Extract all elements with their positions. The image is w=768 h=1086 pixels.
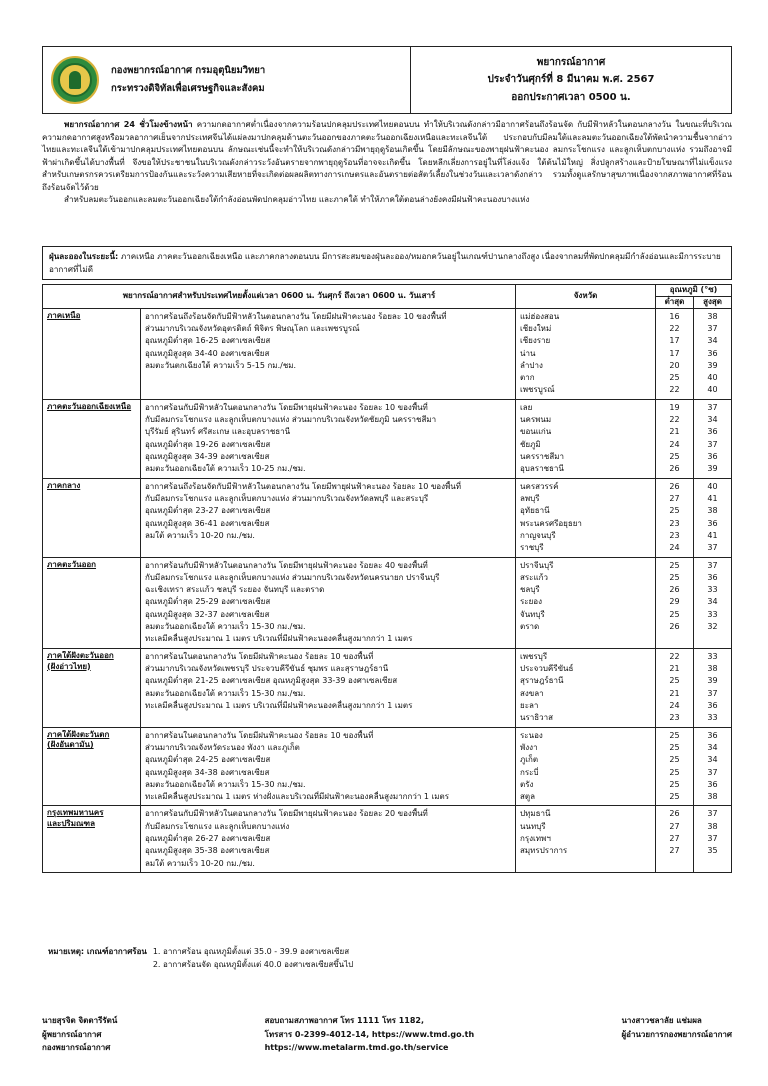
min-temp-list-line: 21 [669, 664, 680, 674]
min-temp-list-line: 27 [669, 493, 680, 503]
region-name-line: ภาคตะวันออก [47, 559, 97, 569]
region-name [43, 806, 141, 873]
max-temp-list-line: 36 [707, 518, 718, 528]
max-temp-list-line: 34 [707, 415, 718, 425]
min-temp-list-line: 24 [669, 700, 680, 710]
region-forecast-line: อุณหภูมิต่ำสุด 25-29 องศาเซลเซียส [145, 597, 271, 607]
region-forecast-line: กับมีลมกระโชกแรง และลูกเห็บตกบางแห่ง ส่วนมากบริเวณจังหวัดลพบุรี และสระบุรี [145, 493, 429, 503]
min-temp-list-line: 25 [669, 560, 680, 570]
region-forecast-line: อุณหภูมิต่ำสุด 24-25 องศาเซลเซียส [145, 755, 271, 765]
max-temp-list-line: 38 [707, 792, 718, 802]
note-item-very-hot: 2. อากาศร้อนจัด อุณหภูมิตั้งแต่ 40.0 องศาเซลเซียสขึ้นไป [152, 959, 354, 969]
min-temp-list-line: 22 [669, 323, 680, 333]
forecast-summary [42, 118, 732, 206]
region-name [43, 557, 141, 648]
min-temp-list-line: 25 [669, 755, 680, 765]
max-temp-list [694, 399, 732, 478]
max-temp-list-line: 34 [707, 755, 718, 765]
min-temp-list-line: 27 [669, 821, 680, 831]
province-list [516, 557, 656, 648]
province-list-line: นครพนม [520, 415, 552, 425]
max-temp-list-line: 37 [707, 439, 718, 449]
max-temp-list-line: 37 [707, 560, 718, 570]
min-temp-list-line: 26 [669, 464, 680, 474]
director-title: ผู้อำนวยการกองพยากรณ์อากาศ [621, 1029, 732, 1039]
max-temp-list-line: 37 [707, 767, 718, 777]
min-temp-list-line: 26 [669, 481, 680, 491]
region-forecast-line: อุณหภูมิต่ำสุด 26-27 องศาเซลเซียส [145, 834, 271, 844]
max-temp-list-line: 36 [707, 572, 718, 582]
org-line-2: กระทรวงดิจิทัลเพื่อเศรษฐกิจและสังคม [111, 83, 265, 94]
min-temp-list-line: 25 [669, 792, 680, 802]
region-name [43, 727, 141, 806]
min-temp-header: ต่ำสุด [656, 296, 694, 308]
region-name-line: ภาคเหนือ [47, 310, 81, 320]
min-temp-list-line: 22 [669, 651, 680, 661]
min-temp-list [656, 478, 694, 557]
min-temp-list-line: 24 [669, 439, 680, 449]
max-temp-list-line: 37 [707, 688, 718, 698]
max-temp-list-line: 37 [707, 543, 718, 553]
province-list [516, 308, 656, 399]
min-temp-list-line: 25 [669, 373, 680, 383]
region-name-line: ภาคกลาง [47, 480, 81, 490]
region-rows [43, 308, 732, 872]
max-temp-list-line: 39 [707, 360, 718, 370]
min-temp-list-line: 19 [669, 402, 680, 412]
region-forecast-line: อุณหภูมิสูงสุด 35-38 องศาเซลเซียส [145, 846, 270, 856]
min-temp-list-line: 20 [669, 360, 680, 370]
max-temp-list-line: 39 [707, 676, 718, 686]
region-name-line: ภาคใต้ฝั่งตะวันออก [47, 650, 114, 660]
province-list [516, 478, 656, 557]
max-temp-list-line: 38 [707, 664, 718, 674]
region-forecast-line: ส่วนมากบริเวณจังหวัดระนอง พังงา และภูเก็ต [145, 742, 300, 752]
max-temp-list [694, 806, 732, 873]
region-forecast-line: อากาศร้อนกับมีฟ้าหลัวในตอนกลางวัน โดยมีพายุฝนฟ้าคะนอง ร้อยละ 10 ของพื้นที่ [145, 402, 428, 412]
max-temp-list-line: 36 [707, 427, 718, 437]
province-list-line: เชียงราย [520, 336, 551, 346]
region-forecast [141, 308, 516, 399]
min-temp-list [656, 308, 694, 399]
max-temp-list-line: 34 [707, 597, 718, 607]
footer [42, 1014, 732, 1055]
max-temp-header: สูงสุด [694, 296, 732, 308]
forecast-date: ประจำวันศุกร์ที่ 8 มีนาคม พ.ศ. 2567 [487, 74, 655, 86]
province-list-line: นราธิวาส [520, 713, 554, 723]
province-list-line: ยะลา [520, 700, 539, 710]
min-temp-list-line: 17 [669, 336, 680, 346]
max-temp-list-line: 37 [707, 402, 718, 412]
table-row [43, 806, 732, 873]
region-forecast-line: ลมตะวันออกเฉียงใต้ ความเร็ว 10-25 กม./ชม. [145, 464, 306, 474]
max-temp-list-line: 36 [707, 779, 718, 789]
region-name [43, 308, 141, 399]
region-forecast-line: อากาศร้อนในตอนกลางวัน โดยมีฝนฟ้าคะนอง ร้อยละ 10 ของพื้นที่ [145, 730, 374, 740]
region-forecast-line: อุณหภูมิสูงสุด 34-39 องศาเซลเซียส [145, 452, 270, 462]
region-forecast-line: อากาศร้อนถึงร้อนจัดกับมีฟ้าหลัวในตอนกลางวัน โดยมีฝนฟ้าคะนอง ร้อยละ 10 ของพื้นที่ [145, 311, 447, 321]
region-forecast-line: ลมตะวันออกเฉียงใต้ ความเร็ว 15-30 กม./ชม. [145, 779, 306, 789]
province-list-line: อุทัยธานี [520, 506, 550, 516]
header-title-block [411, 47, 731, 113]
min-temp-list-line: 25 [669, 676, 680, 686]
province-list-line: นครราชสีมา [520, 452, 564, 462]
province-list-line: ลพบุรี [520, 493, 540, 503]
table-row [43, 648, 732, 727]
table-row [43, 399, 732, 478]
forecaster-title: ผู้พยากรณ์อากาศ [42, 1029, 102, 1039]
region-name-line: (ฝั่งอ่าวไทย) [47, 661, 91, 671]
province-list-line: ภูเก็ต [520, 755, 539, 765]
region-forecast-line: ส่วนมากบริเวณจังหวัดอุตรดิตถ์ พิจิตร พิษณุโลก และเพชรบูรณ์ [145, 323, 360, 333]
province-list-line: เพชรบูรณ์ [520, 385, 555, 395]
region-forecast-line: ลมใต้ ความเร็ว 10-20 กม./ชม. [145, 530, 255, 540]
table-row [43, 308, 732, 399]
max-temp-list-line: 41 [707, 530, 718, 540]
summary-paragraph [42, 118, 732, 193]
max-temp-list-line: 39 [707, 464, 718, 474]
region-forecast-line: กับมีลมกระโชกแรง และลูกเห็บตกบางแห่ง [145, 821, 290, 831]
province-list [516, 648, 656, 727]
max-temp-list-line: 38 [707, 506, 718, 516]
province-list-line: สมุทรปราการ [520, 846, 568, 856]
table-header: พยากรณ์อากาศสำหรับประเทศไทยตั้งแต่เวลา 0600 น. วันศุกร์ ถึงเวลา 0600 น. วันเสาร์ [43, 285, 516, 309]
province-list-line: เลย [520, 402, 533, 412]
region-forecast-line: อุณหภูมิต่ำสุด 16-25 องศาเซลเซียส [145, 336, 271, 346]
region-name [43, 648, 141, 727]
dust-text: ภาคเหนือ ภาคตะวันออกเฉียงเหนือ และภาคกลางตอนบน มีการสะสมของฝุ่นละออง/หมอกควันอยู่ในเกณฑ์ปานกลางถึงสูง เนื่องจากลมที่พัดปกคลุมมีกำลังอ่อนและมีการระบายอากาศที่ไม่ดี [49, 251, 721, 274]
contact-fax-web[interactable]: โทรสาร 0-2399-4012-14, https://www.tmd.go.th [264, 1029, 475, 1039]
province-list-line: สุราษฎร์ธานี [520, 676, 564, 686]
province-list-line: ปราจีนบุรี [520, 560, 554, 570]
header-organization [43, 47, 411, 113]
region-forecast [141, 648, 516, 727]
forecaster-name: นายสุรจิต จิตตารีรัตน์ [42, 1016, 118, 1025]
province-list-line: ขอนแก่น [520, 427, 552, 437]
min-temp-list-line: 23 [669, 530, 680, 540]
province-list-line: จันทบุรี [520, 609, 545, 619]
province-list [516, 727, 656, 806]
tmd-logo-icon [51, 56, 99, 104]
region-forecast-line: กับมีลมกระโชกแรง และลูกเห็บตกบางแห่ง ส่วนมากบริเวณจังหวัดชัยภูมิ นครราชสีมา [145, 415, 437, 425]
region-forecast-line: ลมตะวันออกเฉียงใต้ ความเร็ว 15-30 กม./ชม. [145, 688, 306, 698]
max-temp-list-line: 41 [707, 493, 718, 503]
table-row [43, 478, 732, 557]
min-temp-list-line: 25 [669, 730, 680, 740]
max-temp-list-line: 35 [707, 846, 718, 856]
province-list-line: นนทบุรี [520, 821, 546, 831]
min-temp-list-line: 26 [669, 809, 680, 819]
min-temp-list [656, 727, 694, 806]
region-forecast-line: ทะเลมีคลื่นสูงประมาณ 1 เมตร ห่างฝั่งและบริเวณที่มีฝนฟ้าคะนองคลื่นสูงมากกว่า 1 เมตร [145, 792, 450, 802]
province-list-line: เพชรบุรี [520, 651, 548, 661]
summary-text: ความกดอากาศต่ำเนื่องจากความร้อนปกคลุมประเทศไทยตอนบน ทำให้บริเวณดังกล่าวมีอากาศร้อนถึงร้อนจัด กับมีฟ้าหลัวในตอนกลางวัน ในขณะที่บริเวณความกดอากาศสูงหรือมวลอากาศเย็นจากประเทศจีนได้แผ่ลงมาปกคลุมด้านตะวันออกของภาคตะวันออกเฉียงเหนือและทะเลจีนใต้ ประกอบกับมีลมใต้และลมตะวันออกเฉียงใต้พัดนำความชื้นจากอ่าวไทยและทะเลจีนใต้เข้ามาปกคลุมประเทศไทยตอนบน ลักษณะเช่นนี้จะทำให้บริเวณดังกล่าวมีพายุฤดูร้อนเกิดขึ้น โดยมีลักษณะของพายุฝนฟ้าคะนอง ลมกระโชกแรง และลูกเห็บตกบางแห่ง รวมถึงอาจมีฟ้าผ่าเกิดขึ้นได้บางพื้นที่ จึงขอให้ประชาชนในบริเวณดังกล่าวระวังอันตรายจากพายุฤดูร้อนที่อาจจะเกิดขึ้น โดยหลีกเลี่ยงการอยู่ในที่โล่งแจ้ง ใต้ต้นไม้ใหญ่ สิ่งปลูกสร้างและป้ายโฆษณาที่ไม่แข็งแรง สำหรับเกษตรกรควรเตรียมการป้องกันและระวังความเสียหายที่จะเกิดต่อผลผลิตทางการเกษตรและอันตรายต่อสัตว์เลี้ยงในช่วงวันและเวลาดังกล่าว รวมทั้งดูแลรักษาสุขภาพเนื่องจากสภาพอากาศที่ร้อนถึงร้อนจัดไว้ด้วย [42, 119, 732, 192]
max-temp-list-line: 32 [707, 622, 718, 632]
temp-header: อุณหภูมิ (°ซ) [656, 285, 732, 297]
max-temp-list-line: 33 [707, 713, 718, 723]
min-temp-list-line: 26 [669, 622, 680, 632]
province-list-line: ระนอง [520, 730, 543, 740]
region-forecast [141, 478, 516, 557]
forecast-header [42, 46, 732, 114]
max-temp-list-line: 33 [707, 651, 718, 661]
region-forecast-line: อากาศร้อนในตอนกลางวัน โดยมีฝนฟ้าคะนอง ร้อยละ 10 ของพื้นที่ [145, 651, 374, 661]
region-forecast-line: ฉะเชิงเทรา สระแก้ว ชลบุรี ระยอง จันทบุรี และตราด [145, 585, 325, 595]
max-temp-list-line: 36 [707, 452, 718, 462]
province-list-line: สตูล [520, 792, 535, 802]
province-list-line: ประจวบคีรีขันธ์ [520, 664, 574, 674]
max-temp-list-line: 37 [707, 323, 718, 333]
region-forecast-line: อุณหภูมิต่ำสุด 21-25 องศาเซลเซียส อุณหภูมิสูงสุด 33-39 องศาเซลเซียส [145, 676, 398, 686]
region-forecast-line: ทะเลมีคลื่นสูงประมาณ 1 เมตร บริเวณที่มีฝนฟ้าคะนองคลื่นสูงมากกว่า 1 เมตร [145, 634, 413, 644]
province-list [516, 806, 656, 873]
region-forecast-line: อุณหภูมิต่ำสุด 23-27 องศาเซลเซียส [145, 506, 271, 516]
region-name-line: และปริมณฑล [47, 819, 95, 829]
summary-lead: พยากรณ์อากาศ 24 ชั่วโมงข้างหน้า [64, 119, 193, 129]
min-temp-list-line: 25 [669, 767, 680, 777]
min-temp-list-line: 29 [669, 597, 680, 607]
table-row [43, 557, 732, 648]
forecast-table [42, 284, 732, 873]
province-list-line: กาญจนบุรี [520, 530, 556, 540]
max-temp-list-line: 40 [707, 481, 718, 491]
min-temp-list [656, 399, 694, 478]
min-temp-list-line: 23 [669, 713, 680, 723]
province-list-line: น่าน [520, 348, 536, 358]
organization-name [111, 62, 265, 98]
region-forecast-line: ลมใต้ ความเร็ว 10-20 กม./ชม. [145, 858, 255, 868]
region-forecast-line: ทะเลมีคลื่นสูงประมาณ 1 เมตร บริเวณที่มีฝนฟ้าคะนองคลื่นสูงมากกว่า 1 เมตร [145, 700, 413, 710]
region-forecast-line: อุณหภูมิสูงสุด 32-37 องศาเซลเซียส [145, 609, 270, 619]
min-temp-list-line: 21 [669, 688, 680, 698]
issue-time: ออกประกาศเวลา 0500 น. [511, 91, 631, 103]
contact-phone: สอบถามสภาพอากาศ โทร 1111 โทร 1182, [264, 1016, 425, 1025]
director-signature [621, 1014, 732, 1055]
contact-info [265, 1014, 475, 1055]
region-forecast-line: อากาศร้อนถึงร้อนจัดกับมีฟ้าหลัวในตอนกลางวัน โดยมีพายุฝนฟ้าคะนอง ร้อยละ 10 ของพื้นที่ [145, 481, 462, 491]
province-list-line: แม่ฮ่องสอน [520, 311, 560, 321]
region-name-line: ภาคตะวันออกเฉียงเหนือ [47, 401, 132, 411]
max-temp-list-line: 33 [707, 585, 718, 595]
min-temp-list-line: 25 [669, 609, 680, 619]
min-temp-list-line: 24 [669, 543, 680, 553]
min-temp-list-line: 26 [669, 585, 680, 595]
region-forecast [141, 557, 516, 648]
max-temp-list-line: 34 [707, 336, 718, 346]
min-temp-list [656, 557, 694, 648]
forecaster-division: กองพยากรณ์อากาศ [42, 1043, 111, 1053]
province-list-line: สระแก้ว [520, 572, 548, 582]
min-temp-list-line: 25 [669, 452, 680, 462]
region-forecast-line: ลมตะวันตกเฉียงใต้ ความเร็ว 5-15 กม./ชม. [145, 360, 297, 370]
max-temp-list [694, 648, 732, 727]
province-list-line: กระบี่ [520, 767, 539, 777]
province-list-line: พระนครศรีอยุธยา [520, 518, 582, 528]
region-forecast-line: อากาศร้อนกับมีฟ้าหลัวในตอนกลางวัน โดยมีพายุฝนฟ้าคะนอง ร้อยละ 40 ของพื้นที่ [145, 560, 428, 570]
region-forecast-line: ลมตะวันออกเฉียงใต้ ความเร็ว 15-30 กม./ชม. [145, 622, 306, 632]
min-temp-list-line: 16 [669, 311, 680, 321]
max-temp-list [694, 557, 732, 648]
province-list-line: ชัยภูมิ [520, 439, 541, 449]
region-forecast-line: กับมีลมกระโชกแรง และลูกเห็บตกบางแห่ง ส่วนมากบริเวณจังหวัดนครนายก ปราจีนบุรี [145, 572, 440, 582]
max-temp-list [694, 478, 732, 557]
max-temp-list-line: 36 [707, 348, 718, 358]
province-list-line: นครสวรรค์ [520, 481, 559, 491]
province-list-line: ตราด [520, 622, 540, 632]
max-temp-list-line: 33 [707, 609, 718, 619]
min-temp-list-line: 27 [669, 846, 680, 856]
province-list-line: ชลบุรี [520, 585, 540, 595]
region-forecast-line: อุณหภูมิสูงสุด 34-38 องศาเซลเซียส [145, 767, 270, 777]
max-temp-list-line: 36 [707, 730, 718, 740]
max-temp-list-line: 38 [707, 821, 718, 831]
region-forecast [141, 806, 516, 873]
min-temp-list-line: 25 [669, 779, 680, 789]
max-temp-list-line: 38 [707, 311, 718, 321]
min-temp-list-line: 27 [669, 834, 680, 844]
max-temp-list-line: 37 [707, 834, 718, 844]
region-name [43, 478, 141, 557]
min-temp-list-line: 23 [669, 518, 680, 528]
org-line-1: กองพยากรณ์อากาศ กรมอุตุนิยมวิทยา [111, 64, 266, 76]
min-temp-list-line: 25 [669, 742, 680, 752]
province-list-line: ราชบุรี [520, 543, 544, 553]
min-temp-list [656, 806, 694, 873]
min-temp-list-line: 22 [669, 385, 680, 395]
min-temp-list-line: 25 [669, 506, 680, 516]
province-list-line: สงขลา [520, 688, 544, 698]
region-forecast-line: บุรีรัมย์ สุรินทร์ ศรีสะเกษ และอุบลราชธานี [145, 427, 291, 437]
province-list [516, 399, 656, 478]
table-row [43, 727, 732, 806]
region-name-line: ภาคใต้ฝั่งตะวันตก [47, 729, 110, 739]
max-temp-list-line: 37 [707, 809, 718, 819]
min-temp-list-line: 21 [669, 427, 680, 437]
director-name: นางสาวชลาลัย แช่มผล [621, 1016, 702, 1025]
region-forecast-line: อุณหภูมิต่ำสุด 19-26 องศาเซลเซียส [145, 439, 271, 449]
page-title: พยากรณ์อากาศ [536, 56, 606, 68]
province-list-line: เชียงใหม่ [520, 323, 552, 333]
region-name-line: (ฝั่งอันดามัน) [47, 740, 94, 750]
province-list-line: อุบลราชธานี [520, 464, 564, 474]
max-temp-list-line: 36 [707, 700, 718, 710]
max-temp-list [694, 727, 732, 806]
province-list-line: ตรัง [520, 779, 534, 789]
region-forecast-line: ส่วนมากบริเวณจังหวัดเพชรบุรี ประจวบคีรีขันธ์ ชุมพร และสุราษฎร์ธานี [145, 664, 389, 674]
region-forecast [141, 727, 516, 806]
summary-paragraph-2: สำหรับลมตะวันออกและลมตะวันออกเฉียงใต้กำลังอ่อนพัดปกคลุมอ่าวไทย และภาคใต้ ทำให้ภาคใต้ตอนล่างยังคงมีฝนฟ้าคะนองบางแห่ง [64, 194, 530, 205]
min-temp-list-line: 25 [669, 572, 680, 582]
max-temp-list-line: 34 [707, 742, 718, 752]
region-forecast-line: อุณหภูมิสูงสุด 34-40 องศาเซลเซียส [145, 348, 270, 358]
province-list-line: ระยอง [520, 597, 542, 607]
max-temp-list [694, 308, 732, 399]
dust-notice [42, 246, 732, 280]
min-temp-list [656, 648, 694, 727]
note [48, 946, 353, 972]
max-temp-list-line: 40 [707, 385, 718, 395]
region-forecast-line: อากาศร้อนกับมีฟ้าหลัวในตอนกลางวัน โดยมีพายุฝนฟ้าคะนอง ร้อยละ 20 ของพื้นที่ [145, 809, 428, 819]
forecaster-signature [42, 1014, 117, 1055]
contact-alarm-web[interactable]: https://www.metalarm.tmd.go.th/service [264, 1043, 449, 1053]
province-list-line: ปทุมธานี [520, 809, 551, 819]
region-forecast-line: อุณหภูมิสูงสุด 36-41 องศาเซลเซียส [145, 518, 270, 528]
province-list-line: ตาก [520, 373, 535, 383]
province-list-line: กรุงเทพฯ [520, 834, 551, 844]
province-list-line: พังงา [520, 742, 538, 752]
region-name [43, 399, 141, 478]
note-label: หมายเหตุ: เกณฑ์อากาศร้อน [48, 947, 147, 956]
dust-lead: ฝุ่นละอองในระยะนี้: [49, 251, 119, 261]
min-temp-list-line: 17 [669, 348, 680, 358]
min-temp-list-line: 22 [669, 415, 680, 425]
note-item-hot: 1. อากาศร้อน อุณหภูมิตั้งแต่ 35.0 - 39.9 องศาเซลเซียส [152, 947, 350, 956]
max-temp-list-line: 40 [707, 373, 718, 383]
province-list-line: ลำปาง [520, 360, 543, 370]
region-name-line: กรุงเทพมหานคร [47, 808, 104, 818]
province-header: จังหวัด [516, 285, 656, 309]
region-forecast [141, 399, 516, 478]
